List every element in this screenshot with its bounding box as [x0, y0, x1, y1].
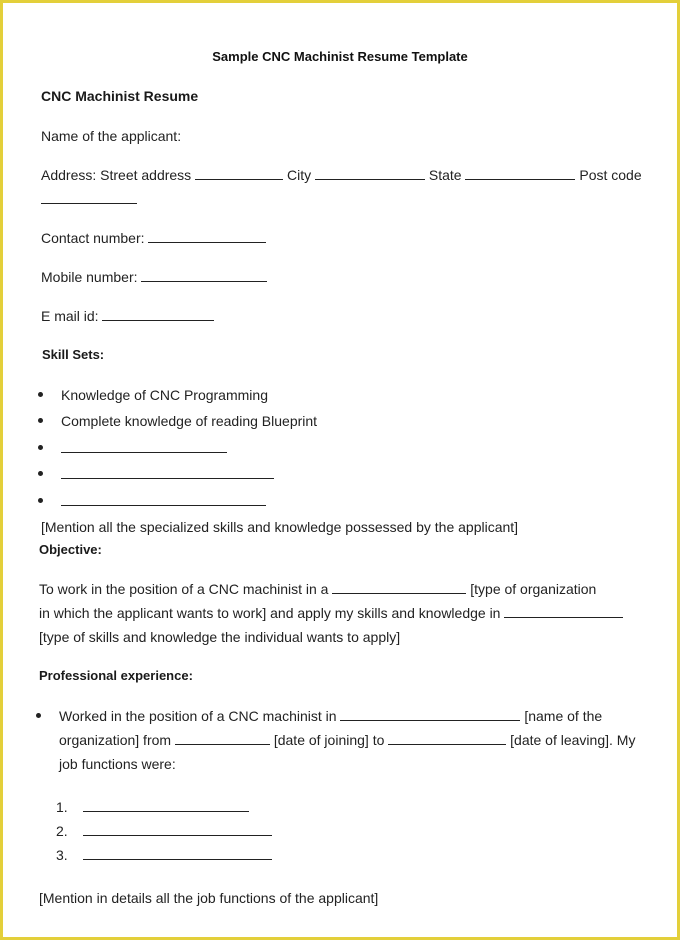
contact-blank — [148, 230, 266, 243]
objective-text: in which the applicant wants to work] and apply my skills and knowledge in — [39, 605, 501, 621]
bullet-marker — [38, 445, 43, 450]
item-number: 1. — [56, 799, 68, 815]
objective-line-3: [type of skills and knowledge the individual wants to apply] — [39, 629, 401, 645]
contact-line — [41, 229, 266, 247]
experience-text: organization] from — [59, 732, 172, 748]
experience-line-3: job functions were: — [59, 756, 176, 772]
email-blank — [102, 308, 214, 321]
email-label: E mail id: — [41, 308, 99, 324]
skill-blank-line — [61, 465, 274, 483]
city-blank — [315, 167, 425, 180]
contact-label: Contact number: — [41, 230, 145, 246]
skills-note: [Mention all the specialized skills and knowledge possessed by the applicant] — [41, 519, 519, 535]
postcode-blank — [41, 191, 137, 204]
experience-text: Worked in the position of a CNC machinist in — [59, 708, 337, 724]
objective-text: To work in the position of a CNC machinist in a — [39, 581, 329, 597]
item-number: 3. — [56, 847, 68, 863]
skill-blank — [61, 440, 227, 453]
skill-blank-line — [61, 439, 227, 457]
skill-item: Complete knowledge of reading Blueprint — [61, 413, 318, 429]
objective-text: [type of organization — [470, 581, 597, 597]
organization-name-blank — [340, 708, 520, 721]
address-line — [41, 166, 642, 184]
bullet-marker — [38, 418, 43, 423]
bullet-marker — [38, 471, 43, 476]
document-title: Sample CNC Machinist Resume Template — [212, 49, 468, 64]
job-function-blank — [83, 799, 249, 812]
experience-heading: Professional experience: — [39, 668, 193, 683]
objective-line-1 — [39, 580, 596, 598]
bullet-marker — [38, 392, 43, 397]
skill-blank — [61, 493, 266, 506]
address-label: Address: Street address — [41, 167, 192, 183]
resume-heading: CNC Machinist Resume — [41, 88, 199, 104]
experience-text: [name of the — [524, 708, 603, 724]
experience-line-2 — [59, 731, 635, 749]
item-number: 2. — [56, 823, 68, 839]
joining-date-blank — [175, 732, 270, 745]
postcode-label: Post code — [579, 167, 642, 183]
postcode-line — [41, 190, 137, 208]
experience-text: [date of joining] to — [273, 732, 385, 748]
experience-note: [Mention in details all the job functions of the applicant] — [39, 890, 379, 906]
street-blank — [195, 167, 283, 180]
numbered-item — [56, 846, 272, 864]
skill-item: Knowledge of CNC Programming — [61, 387, 268, 403]
experience-text: [date of leaving]. My — [510, 732, 636, 748]
numbered-item — [56, 822, 272, 840]
skill-blank-line — [61, 492, 266, 510]
state-blank — [465, 167, 575, 180]
city-label: City — [286, 167, 312, 183]
bullet-marker — [36, 713, 41, 718]
mobile-label: Mobile number: — [41, 269, 138, 285]
job-function-blank — [83, 847, 272, 860]
mobile-line — [41, 268, 267, 286]
numbered-item — [56, 798, 249, 816]
skill-blank — [61, 466, 274, 479]
state-label: State — [428, 167, 462, 183]
mobile-blank — [141, 269, 267, 282]
skills-heading: Skill Sets: — [42, 347, 105, 362]
job-function-blank — [83, 823, 272, 836]
leaving-date-blank — [388, 732, 506, 745]
email-line — [41, 307, 214, 325]
organization-blank — [332, 581, 466, 594]
objective-heading: Objective: — [39, 542, 102, 557]
objective-line-2 — [39, 604, 623, 622]
skills-blank — [504, 605, 623, 618]
bullet-marker — [38, 498, 43, 503]
experience-line-1 — [59, 707, 602, 725]
name-label: Name of the applicant: — [41, 128, 182, 144]
